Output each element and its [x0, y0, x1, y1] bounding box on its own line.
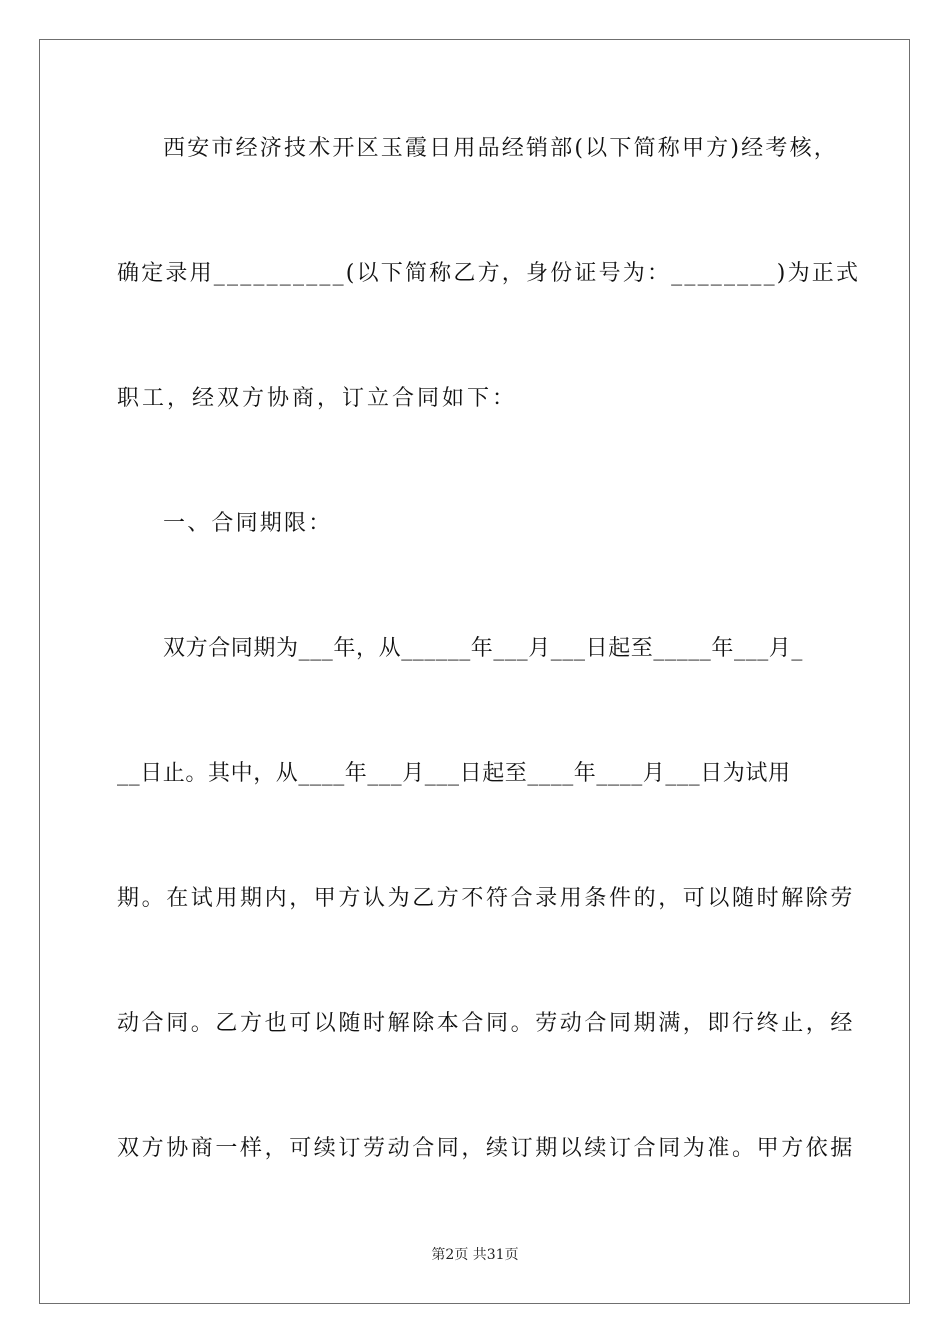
paragraph-line-8: 动合同。乙方也可以随时解除本合同。劳动合同期满，即行终止，经	[117, 1011, 856, 1036]
paragraph-line-3: 职工，经双方协商，订立合同如下：	[117, 386, 518, 411]
paragraph-line-7: 期。在试用期内，甲方认为乙方不符合录用条件的，可以随时解除劳	[117, 886, 856, 911]
section-heading-contract-term: 一、合同期限：	[163, 511, 333, 536]
page-border	[39, 39, 910, 1304]
paragraph-line-9: 双方协商一样，可续订劳动合同，续订期以续订合同为准。甲方依据	[117, 1136, 856, 1161]
paragraph-line-5: 双方合同期为___年，从______年___月___日起至_____年___月_	[163, 636, 804, 661]
paragraph-line-2: 确定录用__________(以下简称乙方，身份证号为：________)为正式	[117, 261, 861, 286]
paragraph-line-1: 西安市经济技术开区玉霞日用品经销部(以下简称甲方)经考核，	[163, 136, 838, 161]
page-number-footer: 第2页 共31页	[431, 1247, 519, 1263]
paragraph-line-6: __日止。其中，从____年___月___日起至____年____月___日为试用	[117, 761, 791, 786]
